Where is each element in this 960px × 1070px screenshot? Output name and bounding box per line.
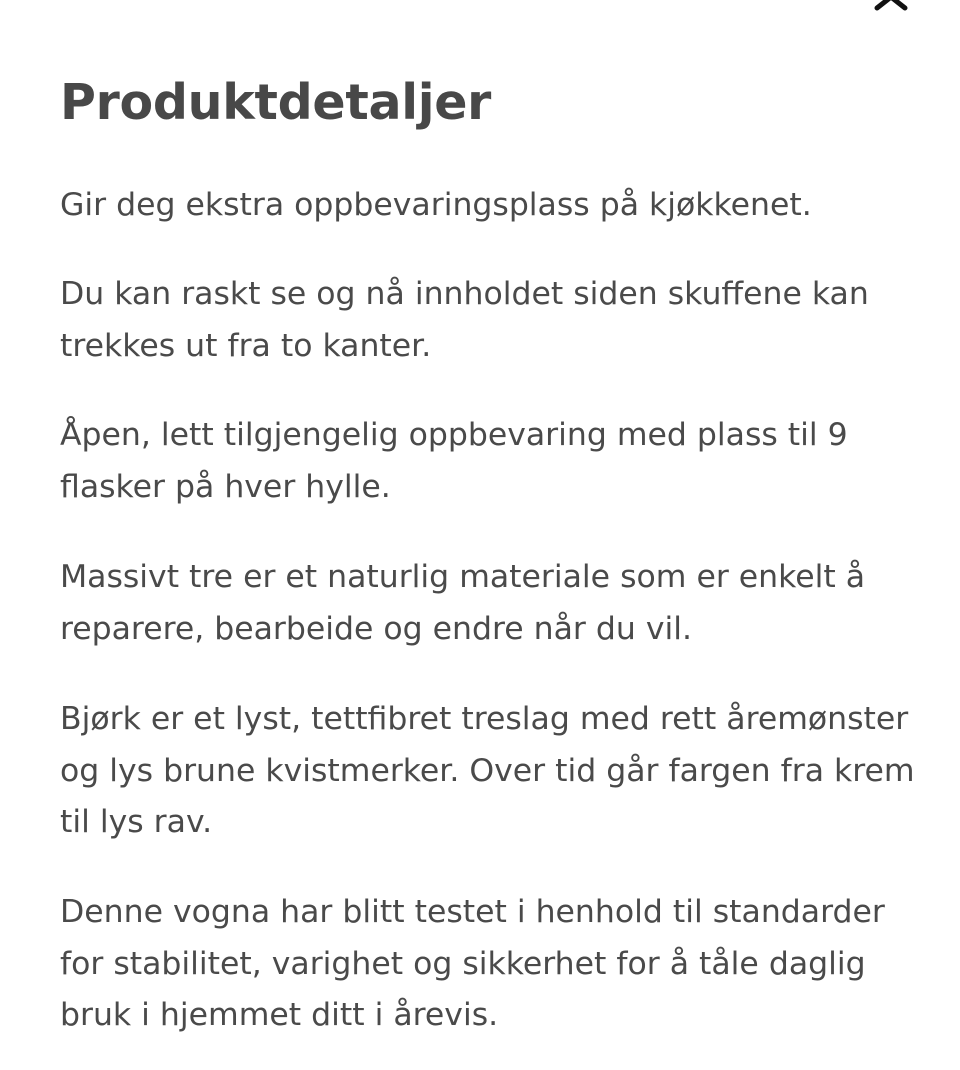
page-title: Produktdetaljer [60,74,491,131]
product-details-panel [60,72,920,1033]
detail-paragraph-6: Denne vogna har blitt testet i henhold til standarder for stabilitet, varighet og sikkerhet for å tåle daglig bruk i hjemmet ditt i årevis. [60,894,885,1033]
detail-paragraph-1: Gir deg ekstra oppbevaringsplass på kjøkkenet. [60,187,812,223]
detail-paragraph-2: Du kan raskt se og nå innholdet siden skuffene kan trekkes ut fra to kanter. [60,276,869,364]
detail-paragraph-5: Bjørk er et lyst, tettfibret treslag med rett åremønster og lys brune kvistmerker. Over tid går fargen fra krem til lys rav. [60,701,915,840]
detail-paragraph-4: Massivt tre er et naturlig materiale som er enkelt å reparere, bearbeide og endre når du vil. [60,559,866,647]
detail-paragraph-3: Åpen, lett tilgjengelig oppbevaring med plass til 9 flasker på hver hylle. [60,417,848,505]
close-icon[interactable] [868,0,914,16]
close-button[interactable] [868,0,914,16]
